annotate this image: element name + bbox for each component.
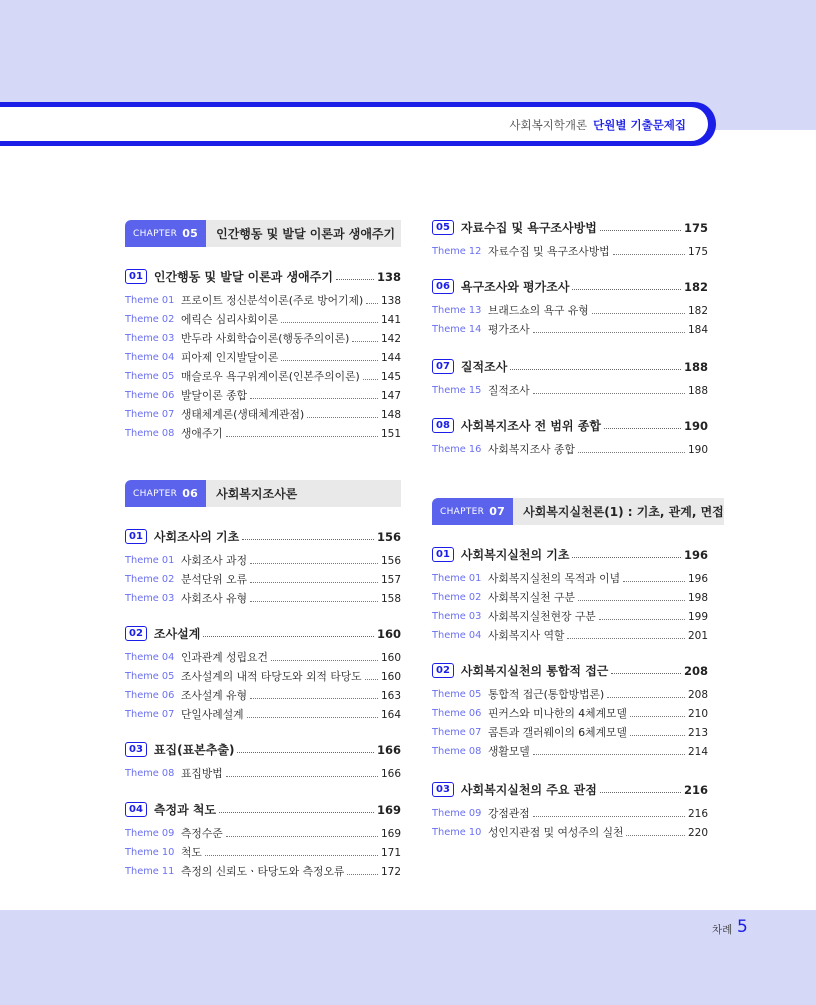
chapter-title: 사회복지조사론 <box>206 480 401 507</box>
theme-page: 175 <box>687 245 708 258</box>
theme-number: Theme 04 <box>125 652 175 663</box>
leader-dots <box>533 754 685 755</box>
leader-dots <box>572 557 681 558</box>
leader-dots <box>600 792 681 793</box>
toc-column-right-ch07 <box>432 498 724 525</box>
section-number: 05 <box>432 220 454 235</box>
theme-number: Theme 10 <box>125 847 175 858</box>
theme-entry[interactable] <box>125 367 401 386</box>
theme-number: Theme 10 <box>432 827 482 838</box>
chapter-05-header[interactable] <box>125 220 401 247</box>
theme-entry[interactable] <box>432 607 708 626</box>
theme-page: 220 <box>687 826 708 839</box>
theme-entry[interactable] <box>432 804 708 823</box>
theme-title: 피아제 인지발달이론 <box>181 351 279 364</box>
theme-page: 148 <box>380 408 401 421</box>
theme-title: 통합적 접근(통합방법론) <box>488 688 605 701</box>
section-number: 01 <box>125 529 147 544</box>
theme-page: 163 <box>380 689 401 702</box>
theme-title: 사회복지실천 구분 <box>488 591 575 604</box>
leader-dots <box>611 673 681 674</box>
theme-page: 138 <box>380 294 401 307</box>
section-title: 욕구조사와 평가조사 <box>460 280 570 294</box>
leader-dots <box>630 735 685 736</box>
section-block <box>432 661 708 761</box>
theme-page: 182 <box>687 304 708 317</box>
section-heading[interactable] <box>432 780 708 799</box>
theme-page: 157 <box>380 573 401 586</box>
theme-title: 매슬로우 욕구위계이론(인본주의이론) <box>181 370 360 383</box>
section-page: 196 <box>683 547 708 562</box>
leader-dots <box>250 698 378 699</box>
section-number: 01 <box>125 269 147 284</box>
section-title: 사회조사의 기초 <box>153 530 240 544</box>
section-title: 측정과 척도 <box>153 803 217 817</box>
leader-dots <box>242 539 374 540</box>
theme-title: 브래드쇼의 욕구 유형 <box>488 304 589 317</box>
theme-entry[interactable] <box>125 329 401 348</box>
leader-dots <box>533 393 685 394</box>
theme-entry[interactable] <box>432 381 708 400</box>
theme-page: 145 <box>380 370 401 383</box>
leader-dots <box>226 836 378 837</box>
leader-dots <box>281 360 378 361</box>
leader-dots <box>205 855 378 856</box>
leader-dots <box>630 716 685 717</box>
theme-entry[interactable] <box>432 440 708 459</box>
theme-entry[interactable] <box>432 301 708 320</box>
theme-title: 사회조사 유형 <box>181 592 248 605</box>
section-heading[interactable] <box>125 267 401 286</box>
section-page: 166 <box>376 742 401 757</box>
bottom-band <box>0 910 816 1005</box>
theme-title: 반두라 사회학습이론(행동주의이론) <box>181 332 350 345</box>
theme-title: 평가조사 <box>488 323 530 336</box>
theme-number: Theme 01 <box>432 573 482 584</box>
theme-number: Theme 03 <box>125 593 175 604</box>
theme-entry[interactable] <box>125 570 401 589</box>
theme-title: 측정의 신뢰도ㆍ타당도와 측정오류 <box>181 865 345 878</box>
chapter-title: 인간행동 및 발달 이론과 생애주기 <box>206 220 401 247</box>
theme-entry[interactable] <box>125 405 401 424</box>
theme-page: 214 <box>687 745 708 758</box>
chapter-tag: CHAPTER 07 <box>432 498 513 525</box>
theme-page: 196 <box>687 572 708 585</box>
leader-dots <box>281 322 378 323</box>
theme-number: Theme 03 <box>125 333 175 344</box>
theme-entry[interactable] <box>125 551 401 570</box>
book-subtitle: 단원별 기출문제집 <box>593 118 686 132</box>
section-page: 156 <box>376 529 401 544</box>
theme-number: Theme 02 <box>125 314 175 325</box>
leader-dots <box>307 417 378 418</box>
section-number: 06 <box>432 279 454 294</box>
theme-number: Theme 09 <box>432 808 482 819</box>
section-number: 07 <box>432 359 454 374</box>
theme-entry[interactable] <box>432 242 708 261</box>
section-page: 188 <box>683 359 708 374</box>
section-heading[interactable] <box>432 357 708 376</box>
section-title: 표집(표본추출) <box>153 743 235 757</box>
theme-page: 164 <box>380 708 401 721</box>
theme-number: Theme 13 <box>432 305 482 316</box>
page-number: 5 <box>737 917 748 937</box>
theme-page: 208 <box>687 688 708 701</box>
theme-title: 사회복지조사 종합 <box>488 443 575 456</box>
theme-title: 조사설계의 내적 타당도와 외적 타당도 <box>181 670 362 683</box>
theme-entry[interactable] <box>432 704 708 723</box>
theme-page: 147 <box>380 389 401 402</box>
leader-dots <box>578 600 685 601</box>
theme-entry[interactable] <box>432 742 708 761</box>
leader-dots <box>510 369 681 370</box>
leader-dots <box>352 341 378 342</box>
section-block <box>432 780 708 842</box>
leader-dots <box>623 581 685 582</box>
theme-title: 인과관계 성립요건 <box>181 651 268 664</box>
book-title: 사회복지학개론 <box>509 118 588 132</box>
theme-number: Theme 16 <box>432 444 482 455</box>
leader-dots <box>572 289 681 290</box>
theme-page: 171 <box>380 846 401 859</box>
leader-dots <box>567 638 685 639</box>
leader-dots <box>592 313 685 314</box>
theme-title: 자료수집 및 욕구조사방법 <box>488 245 610 258</box>
theme-page: 144 <box>380 351 401 364</box>
section-number: 02 <box>125 626 147 641</box>
section-title: 사회복지실천의 주요 관점 <box>460 783 597 797</box>
toc-column-left <box>125 220 401 247</box>
section-number: 08 <box>432 418 454 433</box>
theme-page: 188 <box>687 384 708 397</box>
theme-entry[interactable] <box>125 386 401 405</box>
theme-title: 질적조사 <box>488 384 530 397</box>
section-heading[interactable] <box>125 527 401 546</box>
theme-title: 성인지관점 및 여성주의 실천 <box>488 826 624 839</box>
theme-page: 169 <box>380 827 401 840</box>
leader-dots <box>226 776 378 777</box>
theme-title: 발달이론 종합 <box>181 389 248 402</box>
section-heading[interactable] <box>432 416 708 435</box>
theme-title: 사회복지실천의 목적과 이념 <box>488 572 621 585</box>
theme-page: 213 <box>687 726 708 739</box>
theme-title: 생애주기 <box>181 427 223 440</box>
theme-title: 생활모델 <box>488 745 530 758</box>
section-number: 02 <box>432 663 454 678</box>
theme-number: Theme 05 <box>432 689 482 700</box>
theme-entry[interactable] <box>125 310 401 329</box>
section-page: 216 <box>683 782 708 797</box>
theme-number: Theme 04 <box>125 352 175 363</box>
theme-page: 160 <box>380 670 401 683</box>
theme-entry[interactable] <box>125 291 401 310</box>
theme-page: 190 <box>687 443 708 456</box>
leader-dots <box>607 697 685 698</box>
theme-title: 프로이트 정신분석이론(주로 방어기제) <box>181 294 364 307</box>
theme-number: Theme 05 <box>125 371 175 382</box>
theme-page: 151 <box>380 427 401 440</box>
theme-entry[interactable] <box>125 686 401 705</box>
section-page: 160 <box>376 626 401 641</box>
theme-entry[interactable] <box>432 588 708 607</box>
leader-dots <box>219 812 374 813</box>
theme-page: 166 <box>380 767 401 780</box>
theme-entry[interactable] <box>125 764 401 783</box>
chapter-title: 사회복지실천론(1) : 기초, 관계, 면접 <box>513 498 724 525</box>
section-page: 208 <box>683 663 708 678</box>
theme-page: 201 <box>687 629 708 642</box>
leader-dots <box>533 816 685 817</box>
leader-dots <box>247 717 378 718</box>
theme-entry[interactable] <box>125 843 401 862</box>
leader-dots <box>250 398 378 399</box>
theme-title: 생태체계론(생태체계관점) <box>181 408 305 421</box>
theme-entry[interactable] <box>125 589 401 608</box>
theme-title: 사회복지사 역할 <box>488 629 565 642</box>
theme-title: 표집방법 <box>181 767 223 780</box>
theme-page: 158 <box>380 592 401 605</box>
theme-number: Theme 07 <box>125 709 175 720</box>
theme-page: 142 <box>380 332 401 345</box>
section-number: 04 <box>125 802 147 817</box>
section-number: 03 <box>125 742 147 757</box>
theme-title: 사회조사 과정 <box>181 554 248 567</box>
theme-number: Theme 08 <box>125 768 175 779</box>
section-number: 01 <box>432 547 454 562</box>
theme-number: Theme 12 <box>432 246 482 257</box>
theme-title: 척도 <box>181 846 202 859</box>
theme-number: Theme 01 <box>125 555 175 566</box>
section-block <box>125 624 401 724</box>
section-title: 질적조사 <box>460 360 508 374</box>
leader-dots <box>271 660 378 661</box>
section-heading[interactable] <box>125 624 401 643</box>
section-heading[interactable] <box>432 218 708 237</box>
leader-dots <box>578 452 685 453</box>
theme-title: 조사설계 유형 <box>181 689 248 702</box>
leader-dots <box>600 230 681 231</box>
leader-dots <box>363 379 378 380</box>
running-header <box>509 117 686 133</box>
theme-page: 156 <box>380 554 401 567</box>
theme-number: Theme 14 <box>432 324 482 335</box>
theme-entry[interactable] <box>125 705 401 724</box>
section-page: 169 <box>376 802 401 817</box>
theme-entry[interactable] <box>432 626 708 645</box>
section-block <box>125 267 401 443</box>
theme-title: 강점관점 <box>488 807 530 820</box>
theme-number: Theme 09 <box>125 828 175 839</box>
section-heading[interactable] <box>432 277 708 296</box>
leader-dots <box>250 582 378 583</box>
theme-entry[interactable] <box>432 723 708 742</box>
section-title: 사회복지조사 전 범위 종합 <box>460 419 601 433</box>
section-block <box>432 277 708 339</box>
theme-number: Theme 05 <box>125 671 175 682</box>
theme-page: 160 <box>380 651 401 664</box>
section-heading[interactable] <box>432 661 708 680</box>
footer-label: 차례 <box>712 924 733 936</box>
theme-entry[interactable] <box>432 685 708 704</box>
theme-title: 측정수준 <box>181 827 223 840</box>
section-title: 사회복지실천의 통합적 접근 <box>460 664 609 678</box>
theme-page: 210 <box>687 707 708 720</box>
theme-number: Theme 03 <box>432 611 482 622</box>
theme-page: 141 <box>380 313 401 326</box>
section-title: 조사설계 <box>153 627 201 641</box>
theme-title: 분석단위 오류 <box>181 573 248 586</box>
section-block <box>432 416 708 459</box>
chapter-06-header[interactable] <box>125 480 401 507</box>
leader-dots <box>365 679 378 680</box>
theme-title: 단일사례설계 <box>181 708 244 721</box>
theme-number: Theme 08 <box>125 428 175 439</box>
leader-dots <box>203 636 374 637</box>
section-page: 182 <box>683 279 708 294</box>
theme-entry[interactable] <box>125 648 401 667</box>
section-heading[interactable] <box>125 740 401 759</box>
theme-entry[interactable] <box>432 823 708 842</box>
theme-page: 216 <box>687 807 708 820</box>
toc-column-left-ch06 <box>125 480 401 507</box>
theme-entry[interactable] <box>125 862 401 881</box>
chapter-tag: CHAPTER 05 <box>125 220 206 247</box>
section-block <box>125 740 401 783</box>
section-block <box>432 545 708 645</box>
chapter-tag: CHAPTER 06 <box>125 480 206 507</box>
theme-page: 198 <box>687 591 708 604</box>
section-number: 03 <box>432 782 454 797</box>
theme-title: 콤튼과 갤러웨이의 6체계모델 <box>488 726 627 739</box>
section-title: 자료수집 및 욕구조사방법 <box>460 221 597 235</box>
leader-dots <box>613 254 685 255</box>
leader-dots <box>604 428 681 429</box>
theme-number: Theme 06 <box>125 390 175 401</box>
leader-dots <box>250 563 378 564</box>
section-page: 190 <box>683 418 708 433</box>
theme-number: Theme 08 <box>432 746 482 757</box>
theme-number: Theme 02 <box>125 574 175 585</box>
leader-dots <box>599 619 685 620</box>
theme-entry[interactable] <box>432 569 708 588</box>
leader-dots <box>366 303 378 304</box>
theme-title: 핀커스와 미나한의 4체계모델 <box>488 707 627 720</box>
theme-number: Theme 06 <box>125 690 175 701</box>
section-heading[interactable] <box>432 545 708 564</box>
section-title: 인간행동 및 발달 이론과 생애주기 <box>153 270 333 284</box>
chapter-07-header[interactable] <box>432 498 724 525</box>
theme-entry[interactable] <box>432 320 708 339</box>
leader-dots <box>347 874 378 875</box>
theme-entry[interactable] <box>125 424 401 443</box>
section-block <box>125 527 401 608</box>
leader-dots <box>533 332 685 333</box>
section-block <box>432 218 708 261</box>
theme-number: Theme 01 <box>125 295 175 306</box>
theme-number: Theme 02 <box>432 592 482 603</box>
leader-dots <box>626 835 685 836</box>
theme-entry[interactable] <box>125 348 401 367</box>
section-block <box>125 800 401 881</box>
theme-page: 199 <box>687 610 708 623</box>
section-heading[interactable] <box>125 800 401 819</box>
theme-number: Theme 04 <box>432 630 482 641</box>
theme-entry[interactable] <box>125 824 401 843</box>
theme-number: Theme 11 <box>125 866 175 877</box>
theme-number: Theme 15 <box>432 385 482 396</box>
leader-dots <box>250 601 378 602</box>
theme-number: Theme 06 <box>432 708 482 719</box>
theme-number: Theme 07 <box>125 409 175 420</box>
section-page: 175 <box>683 220 708 235</box>
theme-page: 172 <box>380 865 401 878</box>
leader-dots <box>336 279 374 280</box>
theme-number: Theme 07 <box>432 727 482 738</box>
theme-title: 사회복지실천현장 구분 <box>488 610 596 623</box>
section-block <box>432 357 708 400</box>
leader-dots <box>237 752 374 753</box>
theme-page: 184 <box>687 323 708 336</box>
theme-title: 에릭슨 심리사회이론 <box>181 313 279 326</box>
leader-dots <box>226 436 378 437</box>
section-page: 138 <box>376 269 401 284</box>
section-title: 사회복지실천의 기초 <box>460 548 570 562</box>
theme-entry[interactable] <box>125 667 401 686</box>
